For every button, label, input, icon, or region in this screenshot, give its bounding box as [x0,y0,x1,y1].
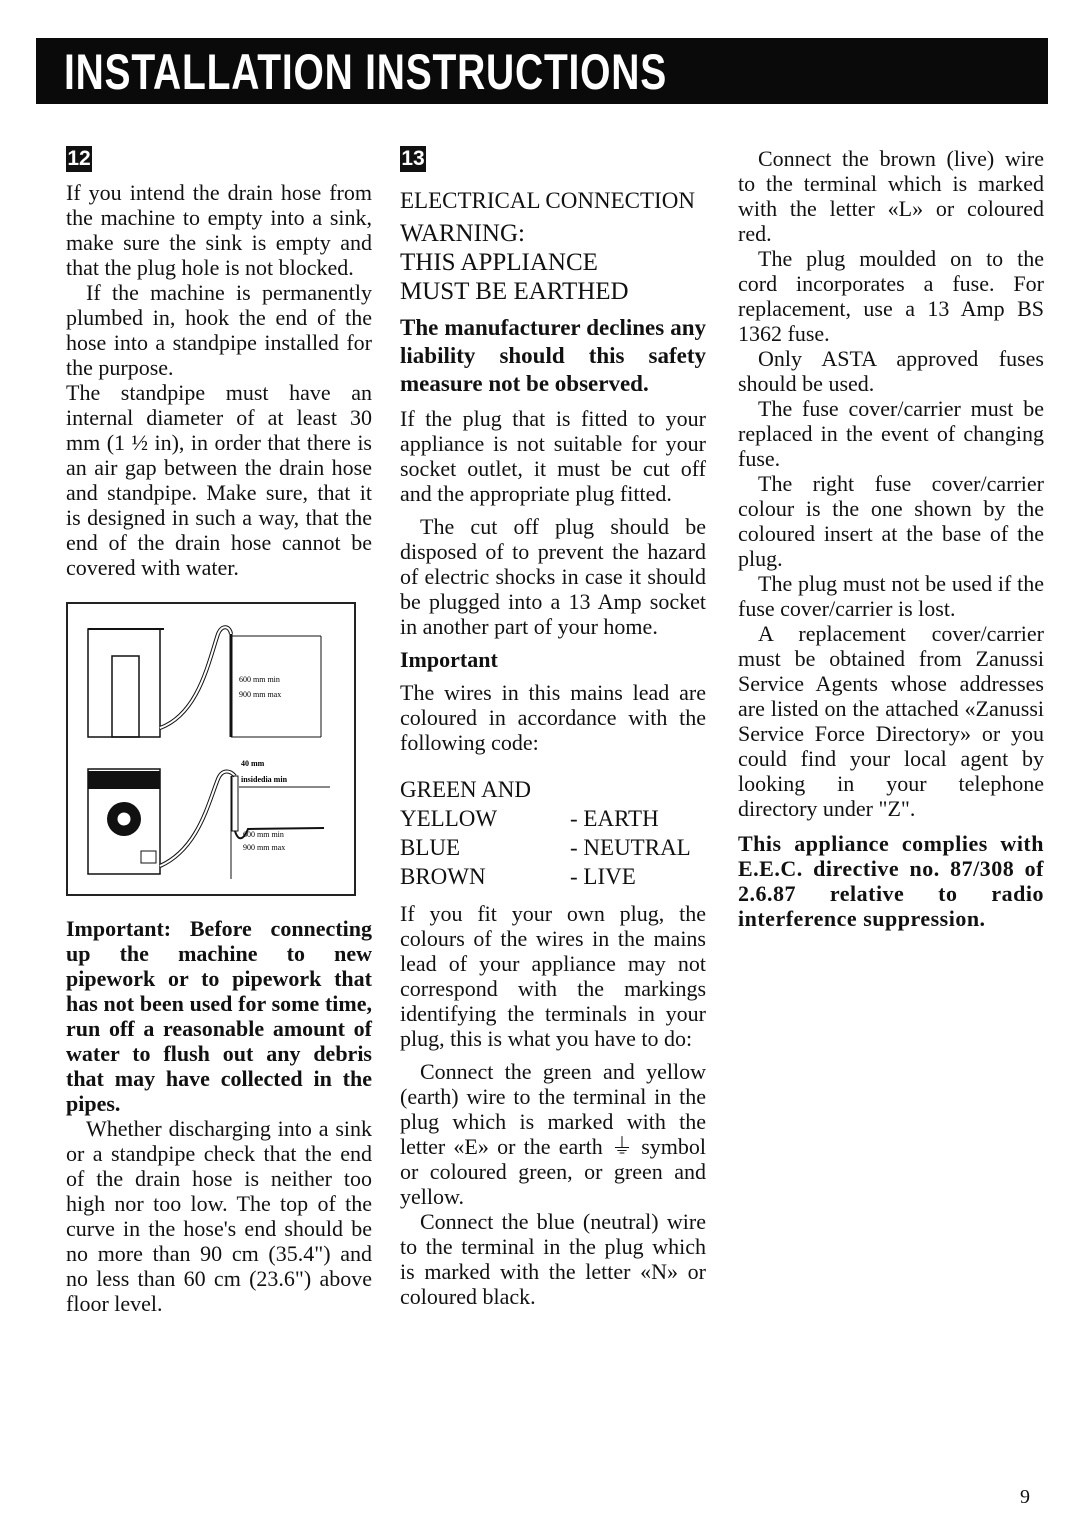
warning-text: MUST BE EARTHED [400,278,629,305]
page-title: INSTALLATION INSTRUCTIONS [64,44,668,100]
wire-color: GREEN AND [400,777,531,802]
column-2 [400,186,706,1309]
section-number-12: 12 [67,147,91,170]
important-heading: Important [400,647,498,672]
important-note: Important: Before connecting up the machine to new pipework or to pipework that has not been used for some time, run off a reasonable amount of water to flush out any debris that may have collected in the pipes. [66,916,372,1116]
column-3 [738,146,1044,931]
wire-meaning: - NEUTRAL [570,835,691,860]
eec-compliance: This appliance complies with E.E.C. directive no. 87/308 of 2.6.87 relative to radio interference suppression. [738,831,1044,931]
diagram-label: 40 mm [241,759,265,768]
paragraph: Connect the brown (live) wire to the terminal which is marked with the letter «L» or coloured red. [738,146,1044,246]
diagram-label: insidedia min [241,775,288,784]
column-1 [66,180,372,1316]
paragraph: Whether discharging into a sink or a standpipe check that the end of the drain hose is neither too high nor too low. The top of the curve in the hose's end should be no more than 90 cm (35.4") and no less than 60 cm (23.6") above floor level. [66,1116,372,1316]
paragraph: If the plug that is fitted to your appliance is not suitable for your socket outlet, it must be cut off and the appropriate plug fitted. [400,406,706,506]
paragraph: A replacement cover/carrier must be obtained from Zanussi Service Agents whose addresses are listed on the attached «Zanussi Service Force Directory» or you could find your local agent by looking in your telephone directory under "Z". [738,621,1044,821]
wire-color: BROWN [400,864,486,889]
section-number-13: 13 [401,147,425,170]
paragraph: The right fuse cover/carrier colour is the one shown by the coloured insert at the base of the plug. [738,471,1044,571]
paragraph: Connect the green and yellow (earth) wire to the terminal in the plug which is marked with the letter «E» or the earth ⏚ symbol or coloured green, or green and yellow. [400,1059,706,1209]
title-banner [36,38,1048,104]
disclaimer: The manufacturer declines any liability should this safety measure not be observed. [400,315,706,396]
wire-meaning: - EARTH [570,806,659,831]
warning-text: THIS APPLIANCE [400,249,598,276]
warning-label: WARNING: [400,220,525,247]
paragraph: Connect the blue (neutral) wire to the terminal in the plug which is marked with the letter «N» or coloured black. [400,1209,706,1309]
wire-meaning: - LIVE [570,864,636,889]
wire-color: YELLOW [400,806,498,831]
paragraph: The wires in this mains lead are coloured in accordance with the following code: [400,680,706,755]
paragraph: If the machine is permanently plumbed in, hook the end of the hose into a standpipe installed for the purpose. [66,280,372,380]
diagram-label: 900 mm max [243,843,286,852]
drain-hose-diagram [66,602,356,896]
diagram-label: 600 mm min [239,675,280,684]
paragraph: Only ASTA approved fuses should be used. [738,346,1044,396]
wire-color-codes [400,775,706,891]
paragraph: The plug must not be used if the fuse cover/carrier is lost. [738,571,1044,621]
diagram-label: 600 mm min [243,830,284,839]
paragraph: The fuse cover/carrier must be replaced in the event of changing fuse. [738,396,1044,471]
paragraph: The standpipe must have an internal diameter of at least 30 mm (1 ½ in), in order that there is an air gap between the drain hose and standpipe. Make sure, that it is designed in such a way, that the end of the drain hose cannot be covered with water. [66,380,372,580]
wire-color: BLUE [400,835,461,860]
paragraph: If you fit your own plug, the colours of the wires in the mains lead of your appliance may not correspond with the markings identifying the terminals in your plug, this is what you have to do: [400,901,706,1051]
paragraph: The plug moulded on to the cord incorporates a fuse. For replacement, use a 13 Amp BS 1362 fuse. [738,246,1044,346]
wire-meaning [570,775,706,804]
diagram-label: 900 mm max [239,690,282,699]
section-heading: ELECTRICAL CONNECTION [400,188,695,213]
paragraph: If you intend the drain hose from the machine to empty into a sink, make sure the sink is empty and that the plug hole is not blocked. [66,180,372,280]
page-number: 9 [1020,1486,1030,1508]
paragraph: The cut off plug should be disposed of to prevent the hazard of electric shocks in case it should be plugged into a 13 Amp socket in another part of your home. [400,514,706,639]
drain-hose-illustration [68,604,354,894]
